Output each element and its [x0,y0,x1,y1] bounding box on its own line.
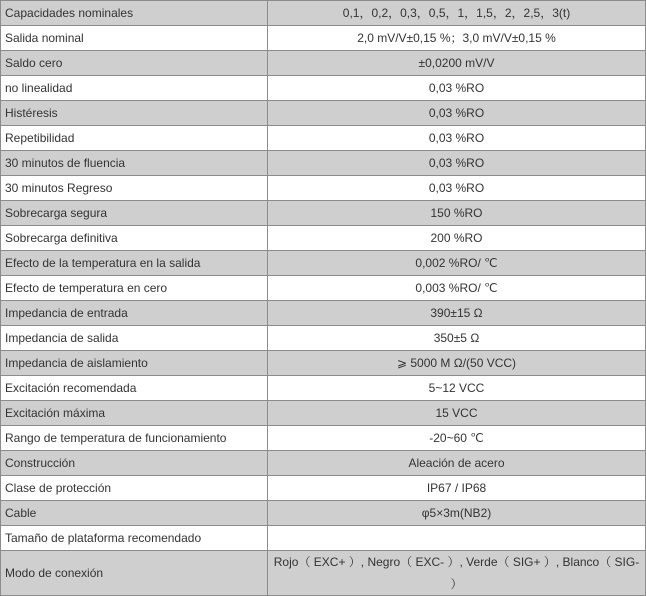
spec-label: no linealidad [1,76,268,101]
spec-row-rated-capacities [1,1,646,26]
spec-value: 350±5 Ω [268,326,646,351]
spec-value: 0,03 %RO [268,126,646,151]
spec-row-platform-size [1,526,646,551]
spec-value: 200 %RO [268,226,646,251]
spec-row-ultimate-overload [1,226,646,251]
spec-value: 0,003 %RO/ ℃ [268,276,646,301]
spec-value: 15 VCC [268,401,646,426]
spec-row-cable [1,501,646,526]
spec-row-safe-overload [1,201,646,226]
spec-row-repeatability [1,126,646,151]
spec-label: Excitación recomendada [1,376,268,401]
specifications-body [1,1,646,596]
spec-label: Construcción [1,451,268,476]
spec-row-protection-class [1,476,646,501]
spec-label: Modo de conexión [1,551,268,596]
spec-label: Impedancia de entrada [1,301,268,326]
spec-row-insulation-impedance [1,351,646,376]
spec-label: Tamaño de plataforma recomendado [1,526,268,551]
spec-label: Rango de temperatura de funcionamiento [1,426,268,451]
spec-value: 0,002 %RO/ ℃ [268,251,646,276]
spec-row-temp-effect-zero [1,276,646,301]
spec-label: 30 minutos de fluencia [1,151,268,176]
spec-label: Impedancia de aislamiento [1,351,268,376]
spec-row-input-impedance [1,301,646,326]
spec-row-return [1,176,646,201]
spec-row-zero-balance [1,51,646,76]
spec-value: 0,03 %RO [268,76,646,101]
spec-value: 2,0 mV/V±0,15 %；3,0 mV/V±0,15 % [268,26,646,51]
spec-label: Histéresis [1,101,268,126]
spec-value: Aleación de acero [268,451,646,476]
spec-row-connection-mode [1,551,646,596]
spec-value: 0,03 %RO [268,101,646,126]
spec-value: ±0,0200 mV/V [268,51,646,76]
spec-label: Impedancia de salida [1,326,268,351]
spec-value: -20~60 ℃ [268,426,646,451]
spec-label: Salida nominal [1,26,268,51]
spec-label: Sobrecarga definitiva [1,226,268,251]
spec-row-non-linearity [1,76,646,101]
spec-value [268,526,646,551]
spec-value: ⩾ 5000 M Ω/(50 VCC) [268,351,646,376]
spec-row-construction [1,451,646,476]
spec-row-output-impedance [1,326,646,351]
spec-label: Efecto de temperatura en cero [1,276,268,301]
spec-value: Rojo（ EXC+ ）, Negro（ EXC- ）, Verde（ SIG+ ）, Blanco（ SIG- ） [268,551,646,596]
spec-label: Cable [1,501,268,526]
spec-value: 5~12 VCC [268,376,646,401]
spec-label: Sobrecarga segura [1,201,268,226]
spec-value: 0,1，0,2，0,3，0,5，1，1,5，2，2,5，3(t) [268,1,646,26]
spec-label: Saldo cero [1,51,268,76]
spec-value: 390±15 Ω [268,301,646,326]
spec-row-maximum-excitation [1,401,646,426]
spec-value: 0,03 %RO [268,151,646,176]
spec-row-temp-effect-output [1,251,646,276]
spec-value: 150 %RO [268,201,646,226]
spec-label: Repetibilidad [1,126,268,151]
spec-label: Efecto de la temperatura en la salida [1,251,268,276]
spec-value: IP67 / IP68 [268,476,646,501]
spec-row-rated-output [1,26,646,51]
spec-row-hysteresis [1,101,646,126]
spec-value: φ5×3m(NB2) [268,501,646,526]
spec-row-operating-temperature [1,426,646,451]
spec-label: Excitación máxima [1,401,268,426]
spec-value: 0,03 %RO [268,176,646,201]
spec-row-recommended-excitation [1,376,646,401]
spec-label: 30 minutos Regreso [1,176,268,201]
spec-row-creep [1,151,646,176]
spec-label: Clase de protección [1,476,268,501]
spec-label: Capacidades nominales [1,1,268,26]
